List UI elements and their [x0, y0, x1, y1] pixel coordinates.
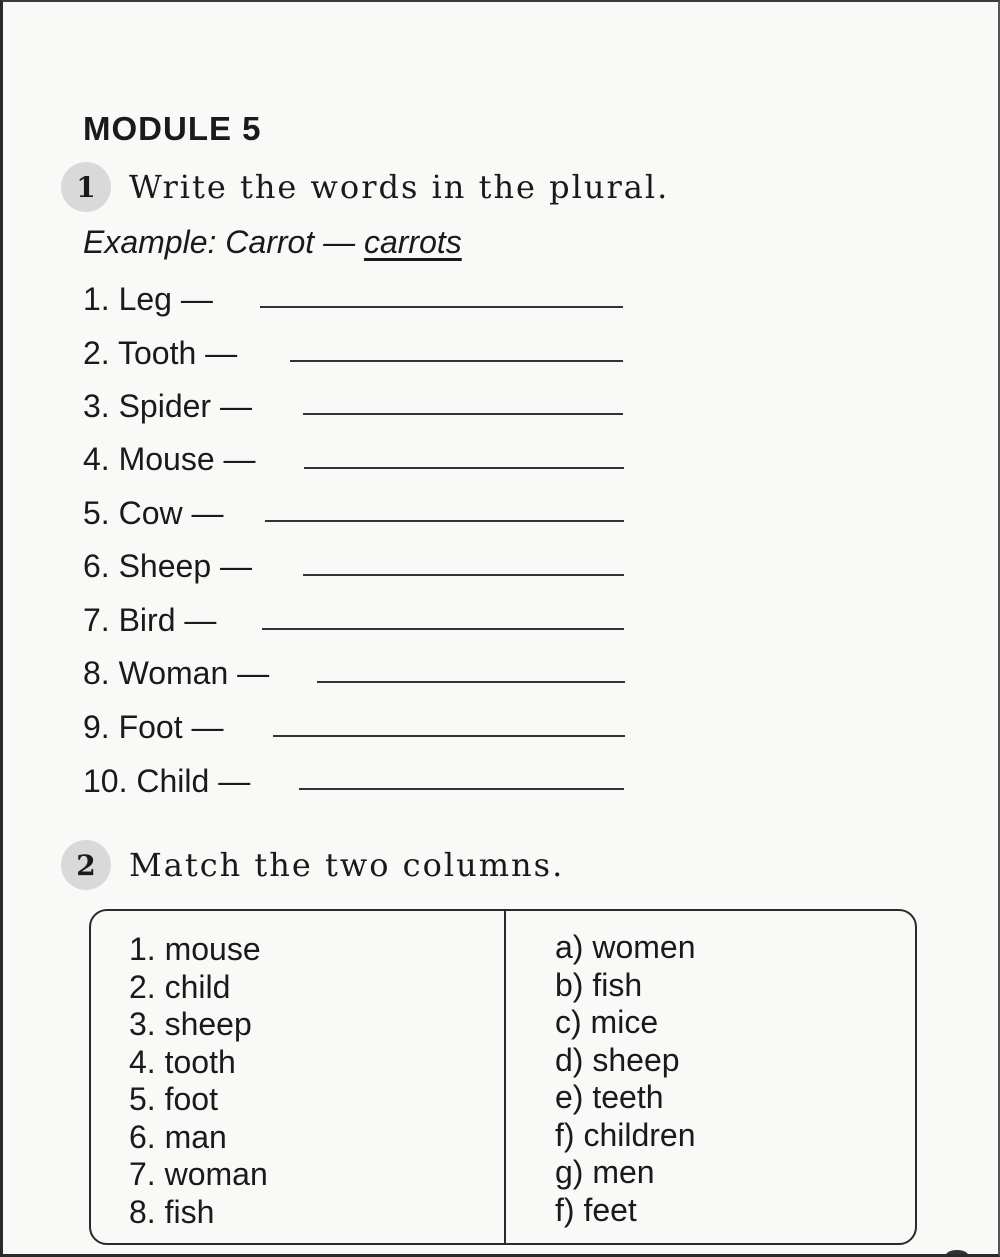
answer-blank-8[interactable] — [317, 681, 625, 683]
exercise-item: 1. Leg — — [83, 281, 213, 317]
right-item[interactable]: c) mice — [555, 1004, 659, 1040]
task-1-number-badge: 1 — [61, 162, 111, 212]
left-column — [129, 931, 268, 1231]
exercise-item: 6. Sheep — — [83, 548, 252, 584]
answer-blank-9[interactable] — [273, 735, 625, 737]
right-item[interactable]: b) fish — [555, 966, 643, 1003]
exercise-item: 4. Mouse — — [83, 441, 256, 477]
exercise-item: 2. Tooth — — [83, 335, 238, 371]
right-item[interactable]: f) children — [555, 1116, 696, 1153]
left-item[interactable]: 1. mouse — [129, 931, 261, 967]
right-item[interactable]: e) teeth — [555, 1079, 664, 1115]
example-answer: carrots — [363, 224, 462, 260]
exercise-item: 8. Woman — — [83, 655, 270, 691]
answer-blank-5[interactable] — [265, 520, 624, 522]
answer-blank-6[interactable] — [303, 574, 624, 576]
right-item[interactable]: g) men — [555, 1154, 655, 1190]
answer-blank-2[interactable] — [290, 360, 623, 362]
right-item[interactable]: a) women — [555, 929, 696, 965]
column-divider — [504, 911, 506, 1243]
answer-blank-4[interactable] — [304, 467, 624, 469]
left-item[interactable]: 4. tooth — [129, 1043, 236, 1080]
task-1-header — [61, 162, 669, 212]
matching-table — [89, 909, 917, 1245]
left-item[interactable]: 3. sheep — [129, 1006, 252, 1042]
left-item[interactable]: 2. child — [129, 968, 231, 1005]
answer-blank-7[interactable] — [262, 628, 624, 630]
exercise-item: 7. Bird — — [83, 602, 217, 638]
left-item[interactable]: 8. fish — [129, 1193, 215, 1230]
right-column — [555, 929, 696, 1229]
exercise-item: 10. Child — — [83, 763, 251, 799]
example-line — [83, 224, 462, 261]
exercise-item: 9. Foot — — [83, 709, 224, 745]
exercise-item: 3. Spider — — [83, 388, 252, 424]
task-2-header — [61, 840, 564, 890]
exercise-item: 5. Cow — — [83, 495, 224, 531]
answer-blank-3[interactable] — [303, 413, 623, 415]
module-title: MODULE 5 — [83, 110, 262, 147]
task-2-instruction: Match the two columns. — [129, 846, 565, 884]
page-corner-mark — [946, 1250, 968, 1257]
right-item[interactable]: d) sheep — [555, 1041, 680, 1078]
task-2-number-badge: 2 — [61, 840, 111, 890]
task-1-instruction: Write the words in the plural. — [129, 168, 670, 206]
left-item[interactable]: 6. man — [129, 1118, 227, 1155]
right-item[interactable]: f) feet — [555, 1191, 637, 1228]
answer-blank-10[interactable] — [299, 788, 624, 790]
left-item[interactable]: 7. woman — [129, 1156, 268, 1192]
example-prefix: Example: Carrot — — [83, 224, 364, 260]
left-item[interactable]: 5. foot — [129, 1081, 218, 1117]
answer-blank-1[interactable] — [260, 306, 623, 308]
